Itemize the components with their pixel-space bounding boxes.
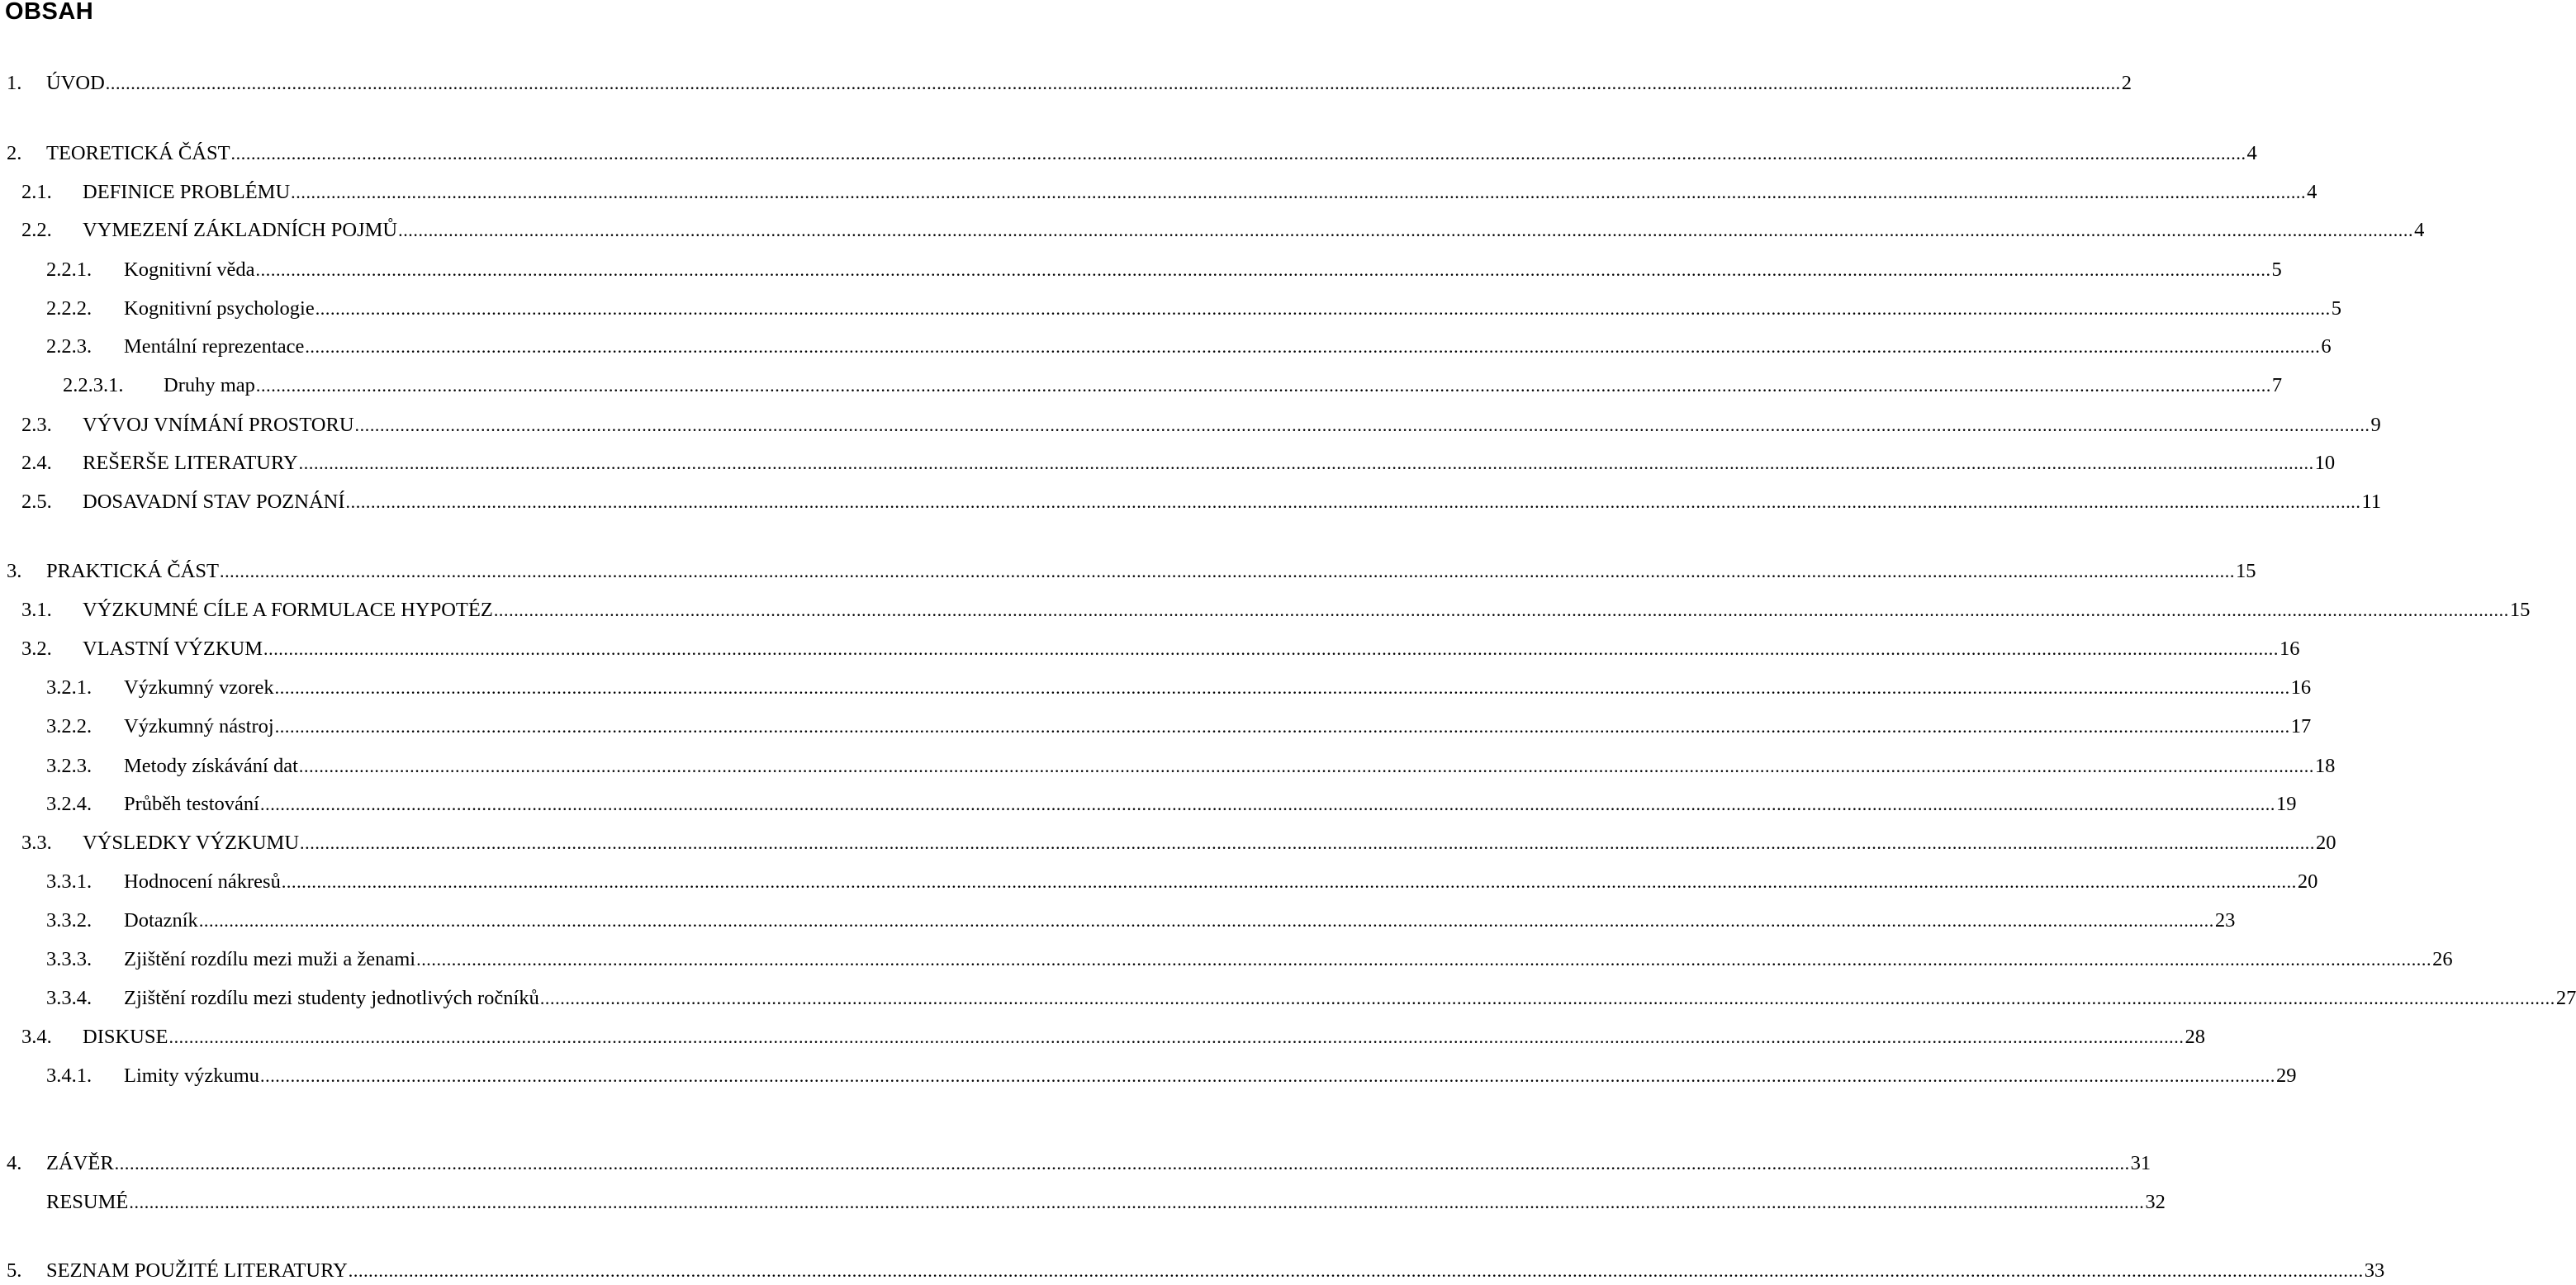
toc-entry-number: 3.3.3.: [46, 948, 93, 970]
toc-entry-page: 15: [2235, 560, 2256, 582]
toc-entry-number: 3.1.: [21, 599, 52, 621]
toc-entry-title: Kognitivní věda: [124, 258, 255, 281]
toc-entry-page: 27: [2555, 987, 2576, 1009]
toc-entry[interactable]: [21, 488, 2382, 516]
toc-entry-title: VÝZKUMNÉ CÍLE A FORMULACE HYPOTÉZ: [83, 599, 493, 621]
toc-entry[interactable]: [7, 1150, 2151, 1178]
toc-entry-number: 3.2.1.: [46, 676, 93, 699]
dot-leader: ................................................................................................................................................................................................................................................................................................................................................................................................................: [260, 1065, 2275, 1086]
dot-leader: ................................................................................................................................................................................................................................................................................................................................................................................................................: [300, 832, 2316, 853]
toc-entry-page: 4: [2307, 181, 2317, 203]
toc-entry-title: RESUMÉ: [46, 1191, 129, 1213]
dot-leader: ................................................................................................................................................................................................................................................................................................................................................................................................................: [493, 600, 2509, 620]
toc-entry-page: 32: [2145, 1191, 2166, 1213]
toc-entry-page: 9: [2370, 414, 2381, 436]
toc-entry-number: 2.2.2.: [46, 297, 93, 320]
toc-entry[interactable]: [21, 178, 2317, 206]
toc-entry-title: Hodnocení nákresů: [124, 870, 281, 893]
toc-entry-page: 28: [2185, 1026, 2205, 1048]
toc-entry-page: 7: [2271, 374, 2283, 396]
toc-entry-number: 3.3.: [21, 832, 52, 854]
toc-entry-title: VÝVOJ VNÍMÁNÍ PROSTORU: [83, 414, 354, 436]
toc-entry-title: TEORETICKÁ ČÁST: [46, 142, 230, 164]
dot-leader: ................................................................................................................................................................................................................................................................................................................................................................................................................: [198, 910, 2214, 931]
toc-entry[interactable]: [63, 372, 2283, 400]
toc-entry-number: 4.: [7, 1152, 22, 1174]
toc-entry-title: PRAKTICKÁ ČÁST: [46, 560, 219, 582]
dot-leader: ................................................................................................................................................................................................................................................................................................................................................................................................................: [255, 375, 2271, 396]
dot-leader: ................................................................................................................................................................................................................................................................................................................................................................................................................: [168, 1027, 2185, 1047]
toc-entry-number: 3.2.4.: [46, 793, 93, 815]
toc-entry[interactable]: [46, 1062, 2297, 1090]
dot-leader: ................................................................................................................................................................................................................................................................................................................................................................................................................: [255, 259, 2271, 280]
toc-entry-title: ZÁVĚR: [46, 1152, 114, 1174]
toc-entry-page: 23: [2214, 909, 2236, 932]
toc-entry-title: Výzkumný nástroj: [124, 715, 274, 737]
toc-entry-page: 33: [2364, 1259, 2385, 1282]
dot-leader: ................................................................................................................................................................................................................................................................................................................................................................................................................: [274, 716, 2290, 737]
toc-entry-page: 15: [2509, 599, 2531, 621]
toc-entry-page: 20: [2297, 870, 2318, 893]
toc-entry-number: 3.2.3.: [46, 755, 93, 777]
toc-entry-page: 29: [2276, 1065, 2297, 1087]
toc-entry-page: 16: [2279, 638, 2300, 660]
toc-entry[interactable]: [21, 596, 2531, 624]
toc-entry[interactable]: [46, 946, 2453, 974]
toc-entry-number: 3.3.4.: [46, 987, 93, 1009]
toc-entry-page: 31: [2130, 1152, 2151, 1174]
toc-entry-number: 3.: [7, 560, 22, 582]
toc-entry-number: 2.2.3.: [46, 335, 93, 358]
toc-entry[interactable]: [7, 69, 2132, 97]
toc-entry-title: REŠERŠE LITERATURY: [83, 452, 298, 474]
toc-entry[interactable]: [46, 333, 2332, 361]
dot-leader: ................................................................................................................................................................................................................................................................................................................................................................................................................: [260, 794, 2275, 814]
toc-entry-number: 2.2.1.: [46, 258, 93, 281]
toc-entry-page: 4: [2246, 142, 2257, 164]
toc-entry-title: Výzkumný vzorek: [124, 676, 274, 699]
toc-entry[interactable]: [46, 295, 2341, 323]
toc-entry[interactable]: [21, 449, 2336, 477]
toc-entry-number: 2.3.: [21, 414, 52, 436]
toc-entry-page: 11: [2361, 491, 2382, 513]
dot-leader: ................................................................................................................................................................................................................................................................................................................................................................................................................: [345, 491, 2361, 512]
toc-entry-page: 26: [2432, 948, 2453, 970]
dot-leader: ................................................................................................................................................................................................................................................................................................................................................................................................................: [230, 143, 2246, 164]
dot-leader: ................................................................................................................................................................................................................................................................................................................................................................................................................: [315, 298, 2331, 319]
dot-leader: ................................................................................................................................................................................................................................................................................................................................................................................................................: [114, 1153, 2130, 1174]
toc-entry-number: 3.3.1.: [46, 870, 93, 893]
toc-entry[interactable]: [21, 411, 2381, 439]
toc-entry[interactable]: [7, 1257, 2385, 1285]
toc-entry-title: Zjištění rozdílu mezi studenty jednotlivých ročníků: [124, 987, 539, 1009]
toc-entry-number: 2.4.: [21, 452, 52, 474]
toc-entry-page: 5: [2331, 297, 2341, 320]
toc-entry-title: Kognitivní psychologie: [124, 297, 315, 320]
dot-leader: ................................................................................................................................................................................................................................................................................................................................................................................................................: [398, 220, 2414, 240]
toc-entry-title: VLASTNÍ VÝZKUM: [83, 638, 263, 660]
dot-leader: ................................................................................................................................................................................................................................................................................................................................................................................................................: [539, 988, 2555, 1008]
dot-leader: ................................................................................................................................................................................................................................................................................................................................................................................................................: [105, 73, 2121, 93]
toc-entry-page: 6: [2321, 335, 2332, 358]
dot-leader: ................................................................................................................................................................................................................................................................................................................................................................................................................: [281, 871, 2297, 892]
toc-entry[interactable]: [7, 1188, 2166, 1216]
toc-entry-number: 1.: [7, 72, 22, 94]
toc-entry-title: ÚVOD: [46, 72, 105, 94]
toc-entry-title: Metody získávání dat: [124, 755, 298, 777]
toc-entry[interactable]: [21, 1023, 2205, 1051]
toc-entry[interactable]: [21, 216, 2425, 244]
toc-entry[interactable]: [46, 674, 2312, 702]
toc-entry-number: 2.2.3.1.: [63, 374, 124, 396]
dot-leader: ................................................................................................................................................................................................................................................................................................................................................................................................................: [291, 182, 2307, 202]
toc-entry-page: 16: [2290, 676, 2312, 699]
toc-entry-title: Limity výzkumu: [124, 1065, 259, 1087]
toc-entry[interactable]: [46, 868, 2318, 896]
toc-entry-title: VÝSLEDKY VÝZKUMU: [83, 832, 300, 854]
dot-leader: ................................................................................................................................................................................................................................................................................................................................................................................................................: [348, 1260, 2364, 1281]
toc-entry-number: 2.2.: [21, 219, 52, 241]
toc-entry[interactable]: [7, 557, 2256, 586]
toc-entry-title: Mentální reprezentace: [124, 335, 305, 358]
toc-entry-page: 20: [2316, 832, 2336, 854]
toc-entry[interactable]: [46, 752, 2336, 780]
toc-entry-page: 10: [2314, 452, 2336, 474]
toc-entry-title: DOSAVADNÍ STAV POZNÁNÍ: [83, 491, 345, 513]
toc-entry-number: 3.2.: [21, 638, 52, 660]
toc-entry-title: Dotazník: [124, 909, 198, 932]
page-title: OBSAH: [5, 0, 94, 25]
toc-entry[interactable]: [46, 713, 2312, 741]
toc-entry-number: 3.2.2.: [46, 715, 93, 737]
dot-leader: ................................................................................................................................................................................................................................................................................................................................................................................................................: [305, 336, 2321, 357]
toc-entry-number: 3.4.: [21, 1026, 52, 1048]
toc-entry[interactable]: [46, 907, 2236, 935]
toc-entry-title: SEZNAM POUŽITÉ LITERATURY: [46, 1259, 348, 1282]
toc-entry-number: 2.5.: [21, 491, 52, 513]
dot-leader: ................................................................................................................................................................................................................................................................................................................................................................................................................: [354, 415, 2370, 435]
toc-entry[interactable]: [21, 635, 2300, 663]
toc-entry[interactable]: [21, 829, 2336, 857]
toc-entry-number: 2.: [7, 142, 22, 164]
toc-entry-page: 19: [2276, 793, 2297, 815]
toc-entry-page: 5: [2271, 258, 2282, 281]
dot-leader: ................................................................................................................................................................................................................................................................................................................................................................................................................: [263, 638, 2279, 659]
dot-leader: ................................................................................................................................................................................................................................................................................................................................................................................................................: [416, 949, 2432, 970]
toc-entry-page: 2: [2121, 72, 2132, 94]
toc-entry-title: VYMEZENÍ ZÁKLADNÍCH POJMŮ: [83, 219, 398, 241]
toc-entry-number: 2.1.: [21, 181, 52, 203]
toc-entry-page: 18: [2314, 755, 2336, 777]
toc-entry-title: Druhy map: [164, 374, 255, 396]
toc-entry-page: 17: [2290, 715, 2312, 737]
toc-entry[interactable]: [7, 140, 2257, 168]
toc-entry-title: DISKUSE: [83, 1026, 168, 1048]
toc-entry-title: Zjištění rozdílu mezi muži a ženami: [124, 948, 416, 970]
toc-entry[interactable]: [46, 790, 2297, 818]
toc-entry-number: 5.: [7, 1259, 22, 1282]
toc-entry-number: 3.4.1.: [46, 1065, 93, 1087]
toc-entry-number: 3.3.2.: [46, 909, 93, 932]
toc-entry-title: DEFINICE PROBLÉMU: [83, 181, 291, 203]
toc-entry[interactable]: [46, 984, 2576, 1012]
dot-leader: ................................................................................................................................................................................................................................................................................................................................................................................................................: [298, 453, 2314, 473]
dot-leader: ................................................................................................................................................................................................................................................................................................................................................................................................................: [219, 561, 2235, 581]
toc-entry[interactable]: [46, 256, 2282, 284]
toc-entry-title: Průběh testování: [124, 793, 259, 815]
dot-leader: ................................................................................................................................................................................................................................................................................................................................................................................................................: [274, 677, 2290, 698]
dot-leader: ................................................................................................................................................................................................................................................................................................................................................................................................................: [129, 1192, 2145, 1212]
dot-leader: ................................................................................................................................................................................................................................................................................................................................................................................................................: [298, 756, 2314, 776]
toc-entry-page: 4: [2414, 219, 2425, 241]
